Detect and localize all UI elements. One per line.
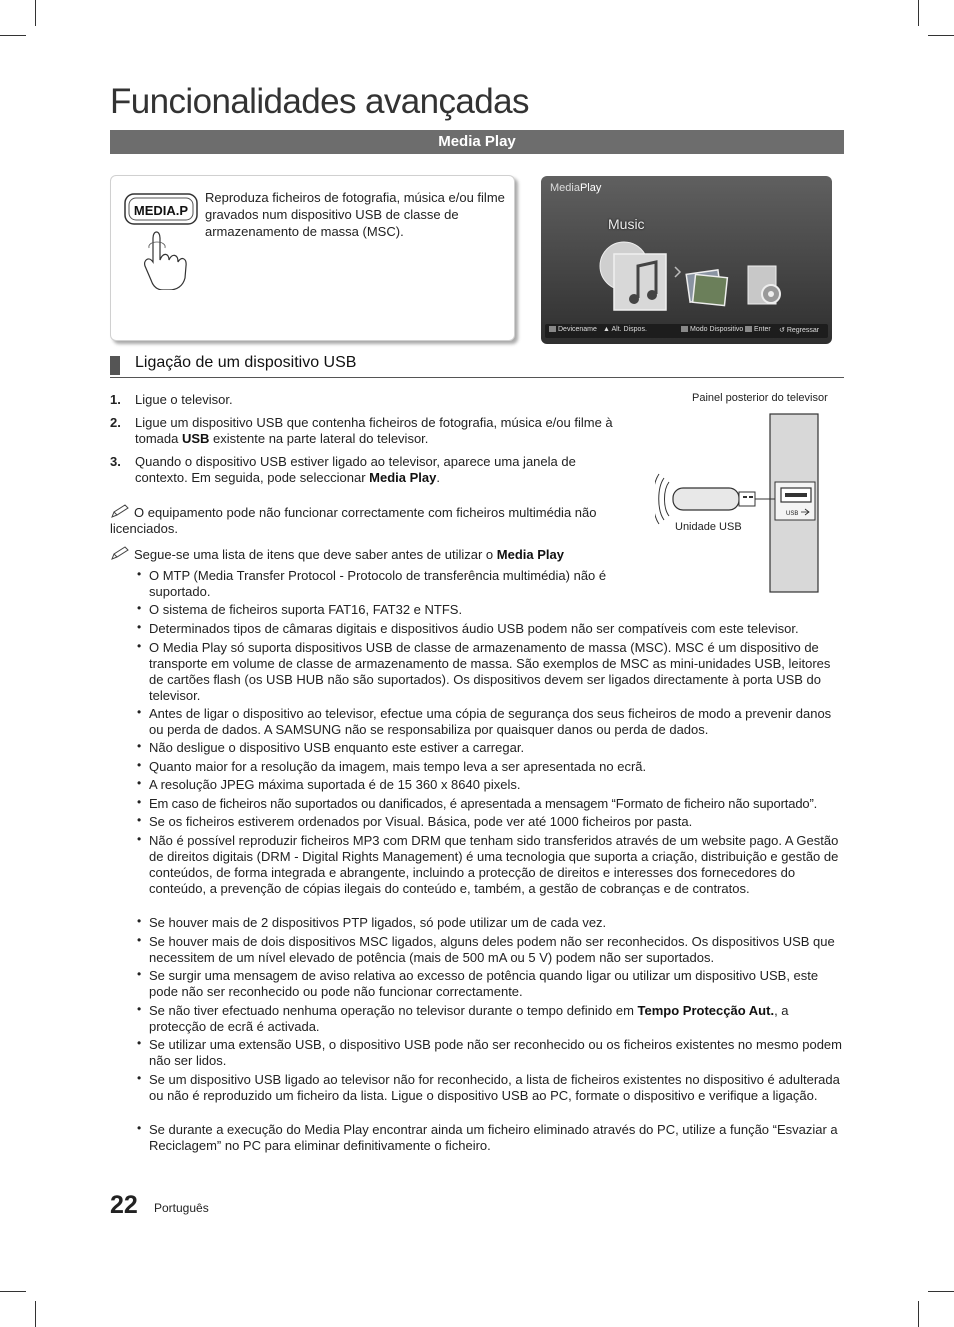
- list-item: Em caso de ficheiros não suportados ou danificados, é apresentada a mensagem “Formato de ficheiro não suportado”.: [149, 796, 818, 811]
- list-item: A resolução JPEG máxima suportada é de 15 360 x 8640 pixels.: [149, 777, 521, 792]
- note-pencil-icon: [110, 545, 132, 561]
- bullet-dot: •: [137, 639, 142, 653]
- list-item: Antes de ligar o dispositivo ao televisor, efectue uma cópia de segurança dos seus ficheiros de modo a prevenir danos ou perda de dados. A SAMSUNG não se responsabiliza por quaisquer danos ou perda de dados.: [149, 706, 832, 737]
- enter-hint: Enter: [745, 326, 771, 333]
- page-language: Português: [154, 1201, 209, 1215]
- bullet-dot: •: [137, 620, 142, 634]
- subsection-header: [110, 354, 844, 378]
- list-item: Não é possível reproduzir ficheiros MP3 com DRM que tenham sido transferidos através de um website pago. A Gestão de direitos digitais (DRM - Digital Rights Management) é uma tecnologia que suporta a criação, distribuição e gestão de conteúdos, de forma integrada e abrangente, incluindo a protecção de direitos e interesses dos fornecedores do conteúdo, a prevenção de cópias ilegais do conteúdo e, também, a gestão de cobranças e de contratos.: [149, 833, 839, 896]
- note-text: Segue-se uma lista de itens que deve saber antes de utilizar o Media Play: [134, 547, 564, 562]
- devicename-hint: Devicename: [549, 326, 597, 333]
- list-item: O sistema de ficheiros suporta FAT16, FAT32 e NTFS.: [149, 602, 463, 617]
- videos-settings-icon: [748, 266, 780, 304]
- page-title: Funcionalidades avançadas: [110, 82, 529, 121]
- remote-button-hand-icon: [123, 190, 203, 290]
- step-text: Ligue um dispositivo USB que contenha ficheiros de fotografia, música e/ou filme à tomada USB existente na parte lateral do televisor.: [135, 415, 613, 446]
- list-item: Se não tiver efectuado nenhuma operação no televisor durante o tempo definido em Tempo Protecção Aut., a protecção de ecrã é activada.: [149, 1003, 789, 1034]
- photos-icon: [686, 270, 727, 306]
- list-item: Se houver mais de dois dispositivos MSC ligados, alguns deles podem não ser reconhecidos. Os dispositivos USB que necessitem de um nível elevado de potência (mais de 500 mA ou 5 V) podem não ser suportados.: [149, 934, 835, 965]
- bullet-dot: •: [137, 832, 142, 846]
- section-title-bar: Media Play: [110, 130, 844, 154]
- media-p-button-label: MEDIA.P: [133, 203, 189, 218]
- crop-mark: [35, 0, 36, 26]
- crop-mark: [0, 35, 26, 36]
- crop-mark: [928, 35, 954, 36]
- bullet-dot: •: [137, 1036, 142, 1050]
- bullet-dot: •: [137, 1002, 142, 1016]
- rear-panel-label: Painel posterior do televisor: [692, 392, 828, 404]
- regressar-hint: ↺ Regressar: [779, 327, 820, 334]
- step-number: 2.: [110, 415, 121, 430]
- bullet-dot: •: [137, 776, 142, 790]
- list-item: Se um dispositivo USB ligado ao televisor não for reconhecido, a lista de ficheiros existentes no dispositivo é adulterada ou não é reproduzido um ficheiro da lista. Ligue o dispositivo USB ao PC, formate o dispositivo e verifique a ligação.: [149, 1072, 840, 1103]
- step-text: Quando o dispositivo USB estiver ligado ao televisor, aparece uma janela de contexto. Em seguida, pode seleccionar Media Play.: [135, 454, 576, 485]
- list-item: O Media Play só suporta dispositivos USB de classe de armazenamento de massa (MSC). MSC é um dispositivo de transporte em volume de classe de armazenamento de massa. São exemplos de MSC as mini-unidades USB, leitores de cartões flash (os USB HUB não são suportados). Os dispositivos devem ser ligados directamente à porta USB do televisor.: [149, 640, 831, 703]
- mediaplay-category-icons: [596, 236, 786, 321]
- subsection-marker: [110, 356, 120, 375]
- category-label-music: Music: [608, 216, 645, 232]
- music-album-icon: [614, 254, 666, 310]
- subsection-title: Ligação de um dispositivo USB: [135, 354, 357, 371]
- note-text: O equipamento pode não funcionar correctamente com ficheiros multimédia não licenciados.: [110, 505, 597, 536]
- bullet-dot: •: [137, 933, 142, 947]
- step-number: 3.: [110, 454, 121, 469]
- list-item: Se os ficheiros estiverem ordenados por Visual. Básica, pode ver até 1000 ficheiros por pasta.: [149, 814, 693, 829]
- list-item: Quanto maior for a resolução da imagem, mais tempo leva a ser apresentada no ecrã.: [149, 759, 647, 774]
- usb-stick-icon: [673, 488, 775, 510]
- list-item: O MTP (Media Transfer Protocol - Protocolo de transferência multimédia) não é suportado.: [149, 568, 607, 599]
- mediaplay-status-bar: [545, 324, 828, 338]
- bullet-dot: •: [137, 967, 142, 981]
- usb-unit-label: Unidade USB: [675, 521, 742, 533]
- bullet-dot: •: [137, 914, 142, 928]
- mediaplay-screen-title: MediaPlay: [550, 182, 602, 194]
- modo-dispositivo-hint: Modo Dispositivo: [681, 326, 743, 333]
- bullet-dot: •: [137, 795, 142, 809]
- bullet-dot: •: [137, 1071, 142, 1085]
- usb-port-icon: [775, 482, 815, 520]
- crop-mark: [928, 1291, 954, 1292]
- list-item: Se durante a execução do Media Play encontrar ainda um ficheiro eliminado através do PC, utilize a função “Esvaziar a Reciclagem” no PC para eliminar definitivamente o ficheiro.: [149, 1122, 838, 1153]
- chevron-right-icon: [675, 267, 680, 277]
- bullet-dot: •: [137, 758, 142, 772]
- bullet-dot: •: [137, 705, 142, 719]
- list-item: Se houver mais de 2 dispositivos PTP ligados, só pode utilizar um de cada vez.: [149, 915, 607, 930]
- bullet-dot: •: [137, 1121, 142, 1135]
- bullet-dot: •: [137, 739, 142, 753]
- bullet-dot: •: [137, 601, 142, 615]
- list-item: Se surgir uma mensagem de aviso relativa ao excesso de potência quando ligar ou utilizar um dispositivo USB, este pode não ser reconhecido ou pode não funcionar correctamente.: [149, 968, 819, 999]
- step-number: 1.: [110, 392, 121, 407]
- intro-box: [110, 175, 515, 341]
- list-item: Não desligue o dispositivo USB enquanto este estiver a carregar.: [149, 740, 525, 755]
- usb-port-label: USB: [786, 511, 799, 517]
- crop-mark: [918, 1301, 919, 1327]
- list-item: Se utilizar uma extensão USB, o dispositivo USB pode não ser reconhecido ou os ficheiros existentes no mesmo podem não ser lidos.: [149, 1037, 842, 1068]
- intro-text: Reproduza ficheiros de fotografia, música e/ou filme gravados num dispositivo USB de classe de armazenamento de massa (MSC).: [205, 190, 505, 239]
- bullet-dot: •: [137, 813, 142, 827]
- list-item: Determinados tipos de câmaras digitais e dispositivos áudio USB podem não ser compatíveis com este televisor.: [149, 621, 799, 636]
- mediaplay-screen: [541, 176, 832, 344]
- step-text: Ligue o televisor.: [135, 392, 233, 407]
- bullet-dot: •: [137, 567, 142, 581]
- usb-connection-diagram: [655, 412, 825, 597]
- crop-mark: [35, 1301, 36, 1327]
- wireless-waves-icon: [655, 474, 669, 524]
- crop-mark: [0, 1291, 26, 1292]
- crop-mark: [918, 0, 919, 26]
- page-number: 22: [110, 1191, 138, 1219]
- alt-dispos-hint: ▲ Alt. Dispos.: [603, 326, 647, 333]
